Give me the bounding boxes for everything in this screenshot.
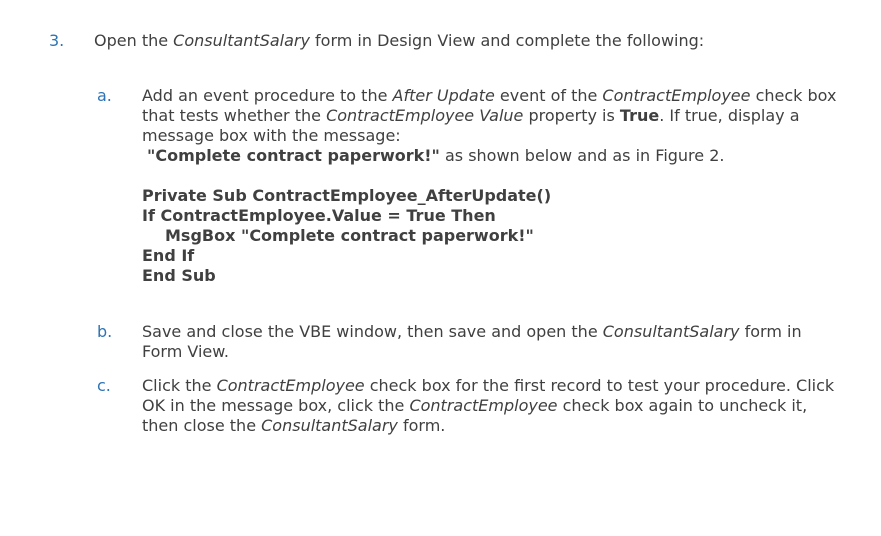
text-run: form in Form View. — [142, 322, 802, 361]
bold-true: True — [619, 106, 660, 125]
code-line: If ContractEmployee.Value = True Then — [142, 206, 496, 225]
property-name: ContractEmployee Value — [326, 106, 524, 125]
code-block — [142, 186, 842, 286]
text-run: check box again to uncheck it, then close the — [142, 396, 808, 435]
text-run: Add an event procedure to the — [142, 86, 393, 105]
code-line: MsgBox "Complete contract paperwork!" — [165, 226, 534, 245]
text-run: . If true, display a message box with the message: — [142, 106, 800, 145]
substep-a-body — [142, 86, 842, 286]
text-run: form. — [397, 416, 446, 435]
control-name: ContractEmployee — [409, 396, 558, 415]
code-line: End If — [142, 246, 195, 265]
step-instruction — [94, 31, 864, 51]
substep-a-paragraph — [142, 86, 842, 166]
control-name: ContractEmployee — [216, 376, 365, 395]
substep-a-letter: a. — [97, 86, 112, 105]
text-run: check box for the first record to test your procedure. Click OK in the message box, click the — [142, 376, 835, 415]
event-name: After Update — [392, 86, 495, 105]
text-run: check box that tests whether the — [142, 86, 837, 125]
step-text-post: form in Design View and complete the following: — [309, 31, 705, 50]
step-text-pre: Open the — [94, 31, 174, 50]
step-number: 3. — [49, 31, 65, 50]
form-name: ConsultantSalary — [173, 31, 310, 50]
substep-c-body — [142, 376, 842, 436]
message-text: "Complete contract paperwork!" — [147, 146, 440, 165]
form-name: ConsultantSalary — [261, 416, 398, 435]
control-name: ContractEmployee — [602, 86, 751, 105]
substep-b-body — [142, 322, 842, 362]
form-name: ConsultantSalary — [602, 322, 740, 341]
text-run: Save and close the VBE window, then save and open the — [142, 322, 603, 341]
text-run: Click the — [142, 376, 217, 395]
text-run: as shown below and as in Figure 2. — [439, 146, 725, 165]
code-line: End Sub — [142, 266, 216, 285]
text-run: property is — [523, 106, 620, 125]
substep-b-letter: b. — [97, 322, 113, 341]
substep-c-letter: c. — [97, 376, 111, 395]
text-run: event of the — [494, 86, 603, 105]
code-line: Private Sub ContractEmployee_AfterUpdate() — [142, 186, 552, 205]
